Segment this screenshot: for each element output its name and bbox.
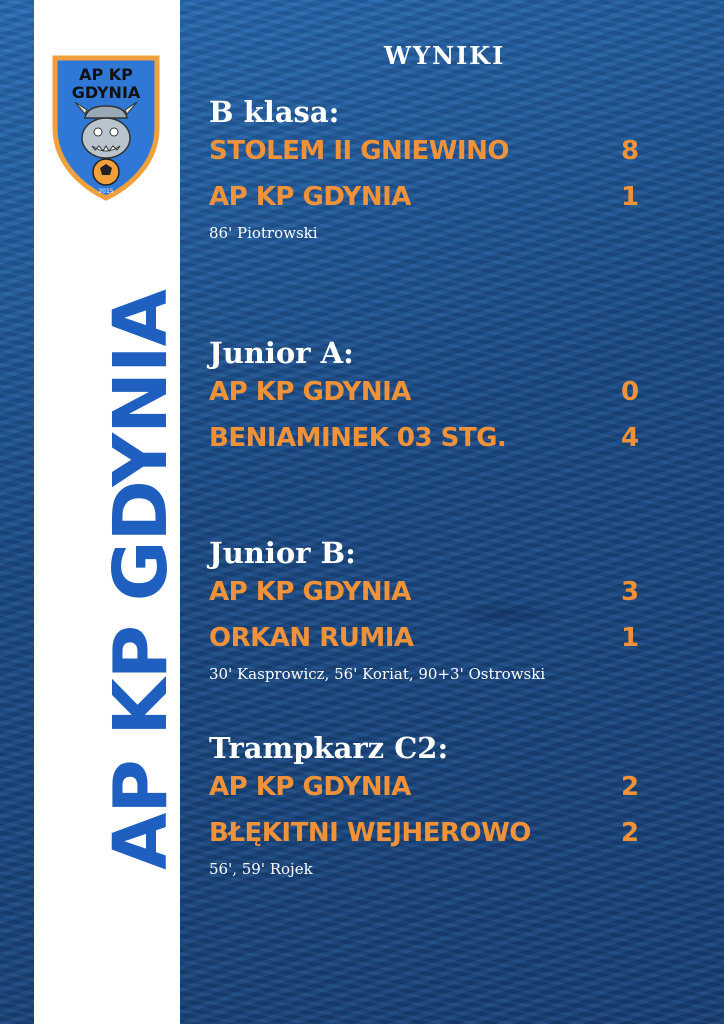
club-name-vertical: AP KP GDYNIA [98, 290, 184, 870]
team-name: AP KP GDYNIA [209, 182, 411, 212]
team-name: BENIAMINEK 03 STG. [209, 423, 507, 453]
team-row-home [209, 375, 659, 421]
match-b-klasa [209, 94, 659, 242]
match-junior-b [209, 535, 659, 683]
match-trampkarz-c2 [209, 730, 659, 878]
goal-scorers: 56', 59' Rojek [209, 860, 313, 878]
crest-top-text: AP KP [79, 65, 133, 84]
team-name: AP KP GDYNIA [209, 377, 411, 407]
team-row-home [209, 134, 659, 180]
team-name: AP KP GDYNIA [209, 577, 411, 607]
crest-year: 2015 [98, 188, 114, 195]
category-label: Junior B: [209, 536, 356, 570]
category-label: Junior A: [209, 336, 354, 370]
team-score: 1 [621, 623, 640, 653]
match-junior-a [209, 335, 659, 465]
team-score: 2 [621, 772, 640, 802]
team-name: ORKAN RUMIA [209, 623, 414, 653]
goal-scorers: 86' Piotrowski [209, 224, 318, 242]
team-score: 2 [621, 818, 640, 848]
category-label: Trampkarz C2: [209, 731, 449, 765]
goal-scorers: 30' Kasprowicz, 56' Koriat, 90+3' Ostrowski [209, 665, 546, 683]
team-score: 8 [621, 136, 640, 166]
team-row-away [209, 816, 659, 862]
crest-bottom-text: GDYNIA [71, 83, 141, 102]
team-score: 4 [621, 423, 640, 453]
team-score: 0 [621, 377, 640, 407]
team-row-away [209, 621, 659, 667]
team-row-away [209, 180, 659, 226]
team-row-away [209, 421, 659, 467]
team-name: STOLEM II GNIEWINO [209, 136, 509, 166]
page-title: WYNIKI [384, 41, 506, 70]
team-row-home [209, 575, 659, 621]
team-score: 3 [621, 577, 640, 607]
team-name: BŁĘKITNI WEJHEROWO [209, 818, 531, 848]
category-label: B klasa: [209, 95, 340, 129]
team-name: AP KP GDYNIA [209, 772, 411, 802]
team-score: 1 [621, 182, 640, 212]
team-row-home [209, 770, 659, 816]
